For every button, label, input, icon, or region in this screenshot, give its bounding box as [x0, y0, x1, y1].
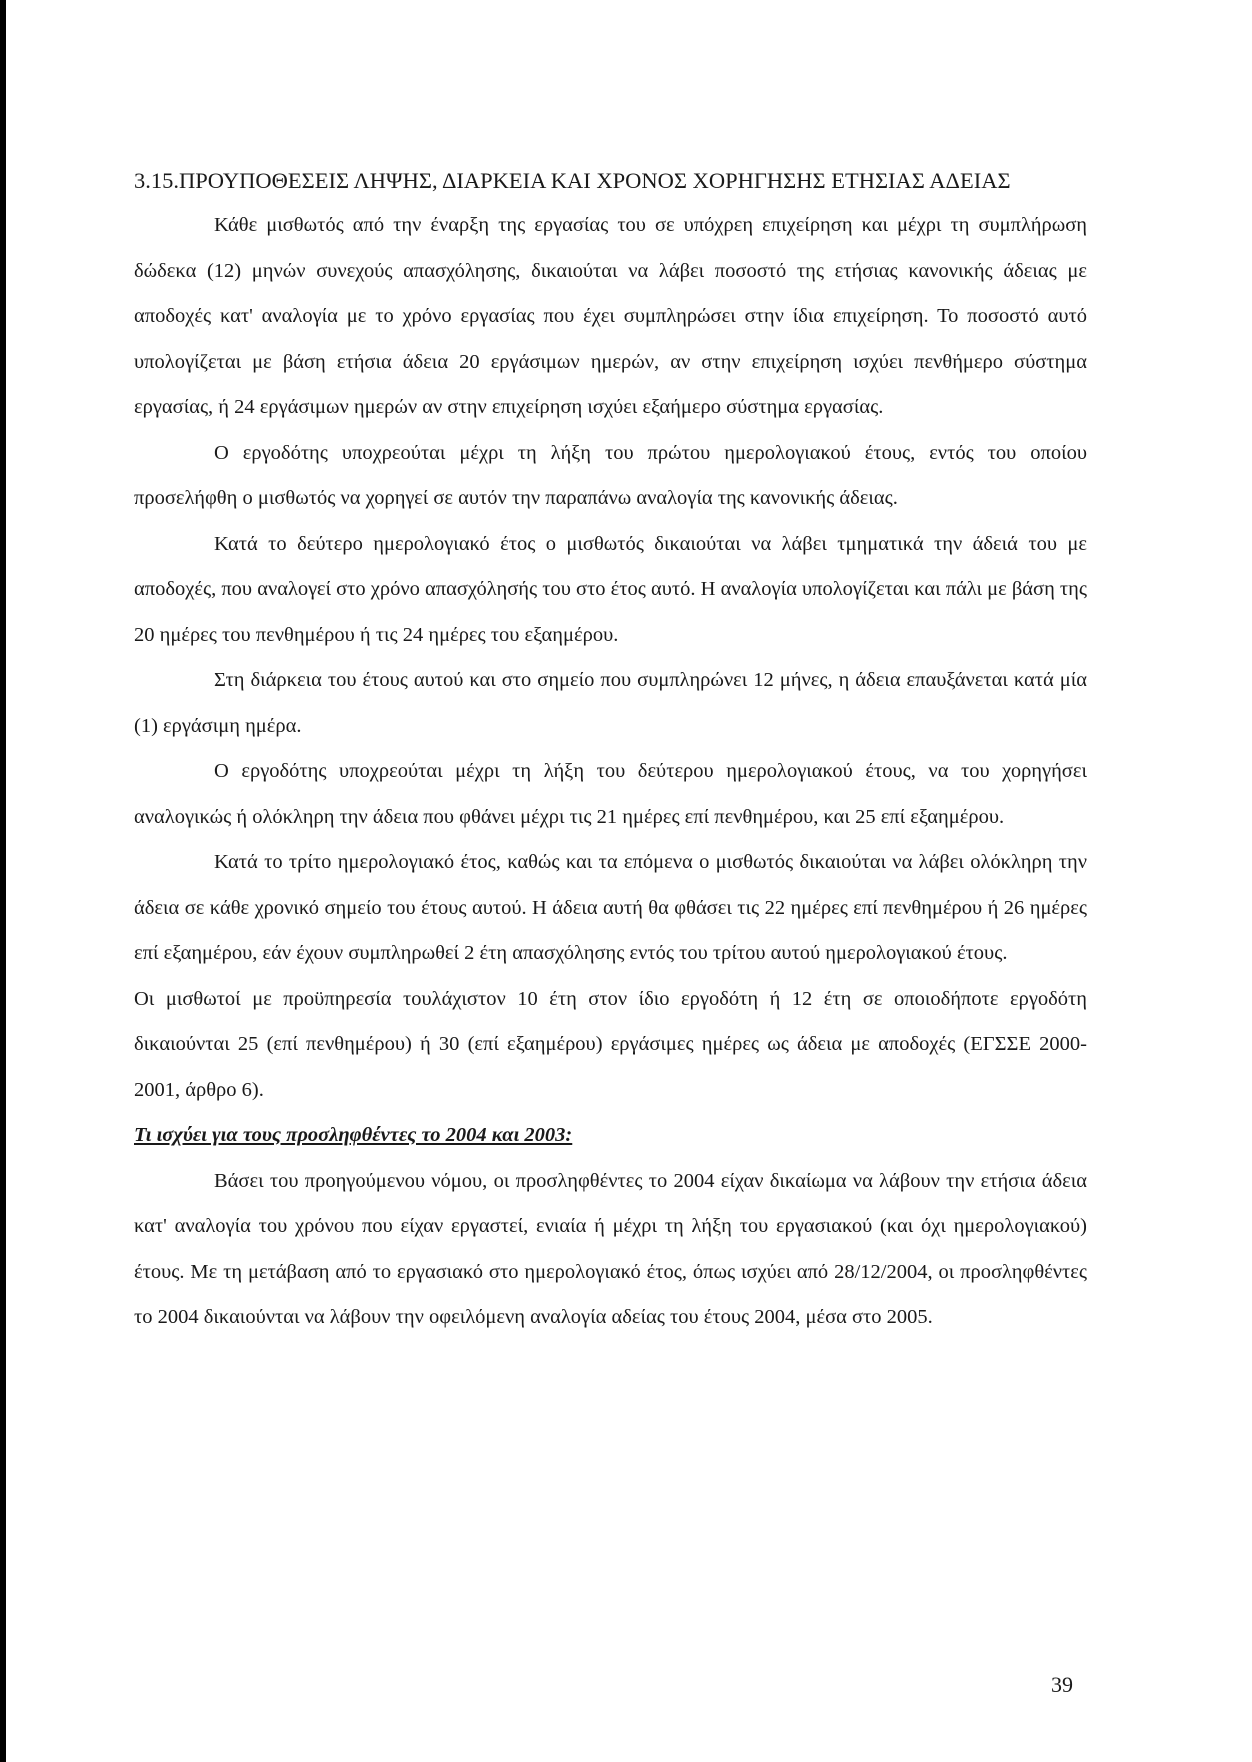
document-page [6, 0, 1252, 1762]
paragraph-6: Κατά το τρίτο ημερολογιακό έτος, καθώς και τα επόμενα ο μισθωτός δικαιούται να λάβει ολόκληρη την άδεια σε κάθε χρονικό σημείο του έτους αυτού. Η άδεια αυτή θα φθάσει τις 22 ημέρες επί πενθημέρου ή 26 ημέρες επί εξαημέρου, εάν έχουν συμπληρωθεί 2 έτη απασχόλησης εντός του τρίτου αυτού ημερολογιακού έτους. [134, 851, 1087, 964]
final-paragraph: Βάσει του προηγούμενου νόμου, οι προσληφθέντες το 2004 είχαν δικαίωμα να λάβουν την ετήσια άδεια κατ' αναλογία του χρόνου που είχαν εργαστεί, ενιαία ή μέχρι τη λήξη του εργασιακού (και όχι ημερολογιακού) έτους. Με τη μετάβαση από το εργασιακό στο ημερολογιακό έτος, όπως ισχύει από 28/12/2004, οι προσληφθέντες το 2004 δικαιούνται να λάβουν την οφειλόμενη αναλογία αδείας του έτους 2004, μέσα στο 2005. [134, 1169, 1087, 1328]
paragraph-1: Κάθε μισθωτός από την έναρξη της εργασίας του σε υπόχρεη επιχείρηση και μέχρι τη συμπλήρωση δώδεκα (12) μηνών συνεχούς απασχόλησης, δικαιούται να λάβει ποσοστό της ετήσιας κανονικής άδειας με αποδοχές κατ' αναλογία με το χρόνο εργασίας που έχει συμπληρώσει στην ίδια επιχείρηση. Το ποσοστό αυτό υπολογίζεται με βάση ετήσια άδεια 20 εργάσιμων ημερών, αν στην επιχείρηση ισχύει πενθήμερο σύστημα εργασίας, ή 24 εργάσιμων ημερών αν στην επιχείρηση ισχύει εξαήμερο σύστημα εργασίας. [134, 214, 1087, 418]
paragraph-7: Οι μισθωτοί με προϋπηρεσία τουλάχιστον 10 έτη στον ίδιο εργοδότη ή 12 έτη σε οποιοδήποτε εργοδότη δικαιούνται 25 (επί πενθημέρου) ή 30 (επί εξαημέρου) εργάσιμες ημέρες ως άδεια με αποδοχές (ΕΓΣΣΕ 2000-2001, άρθρο 6). [134, 987, 1087, 1101]
page-content [134, 158, 1087, 1341]
subheading: Τι ισχύει για τους προσληφθέντες το 2004 και 2003: [134, 1124, 573, 1146]
section-heading: 3.15.ΠΡΟΥΠΟΘΕΣΕΙΣ ΛΗΨΗΣ, ΔΙΑΡΚΕΙΑ ΚΑΙ ΧΡΟΝΟΣ ΧΟΡΗΓΗΣΗΣ ΕΤΗΣΙΑΣ ΑΔΕΙΑΣ [134, 168, 1011, 193]
paragraph-4: Στη διάρκεια του έτους αυτού και στο σημείο που συμπληρώνει 12 μήνες, η άδεια επαυξάνεται κατά μία (1) εργάσιμη ημέρα. [134, 669, 1087, 737]
paragraph-3: Κατά το δεύτερο ημερολογιακό έτος ο μισθωτός δικαιούται να λάβει τμηματικά την άδειά του με αποδοχές, που αναλογεί στο χρόνο απασχόλησής του στο έτος αυτό. Η αναλογία υπολογίζεται και πάλι με βάση της 20 ημέρες του πενθημέρου ή τις 24 ημέρες του εξαημέρου. [134, 532, 1088, 646]
page-number: 39 [1051, 1672, 1073, 1697]
paragraph-2: Ο εργοδότης υποχρεούται μέχρι τη λήξη του πρώτου ημερολογιακού έτους, εντός του οποίου προσελήφθη ο μισθωτός να χορηγεί σε αυτόν την παραπάνω αναλογία της κανονικής άδειας. [134, 441, 1087, 509]
paragraph-5: Ο εργοδότης υποχρεούται μέχρι τη λήξη του δεύτερου ημερολογιακού έτους, να του χορηγήσει αναλογικώς ή ολόκληρη την άδεια που φθάνει μέχρι τις 21 ημέρες επί πενθημέρου, και 25 επί εξαημέρου. [134, 760, 1087, 828]
